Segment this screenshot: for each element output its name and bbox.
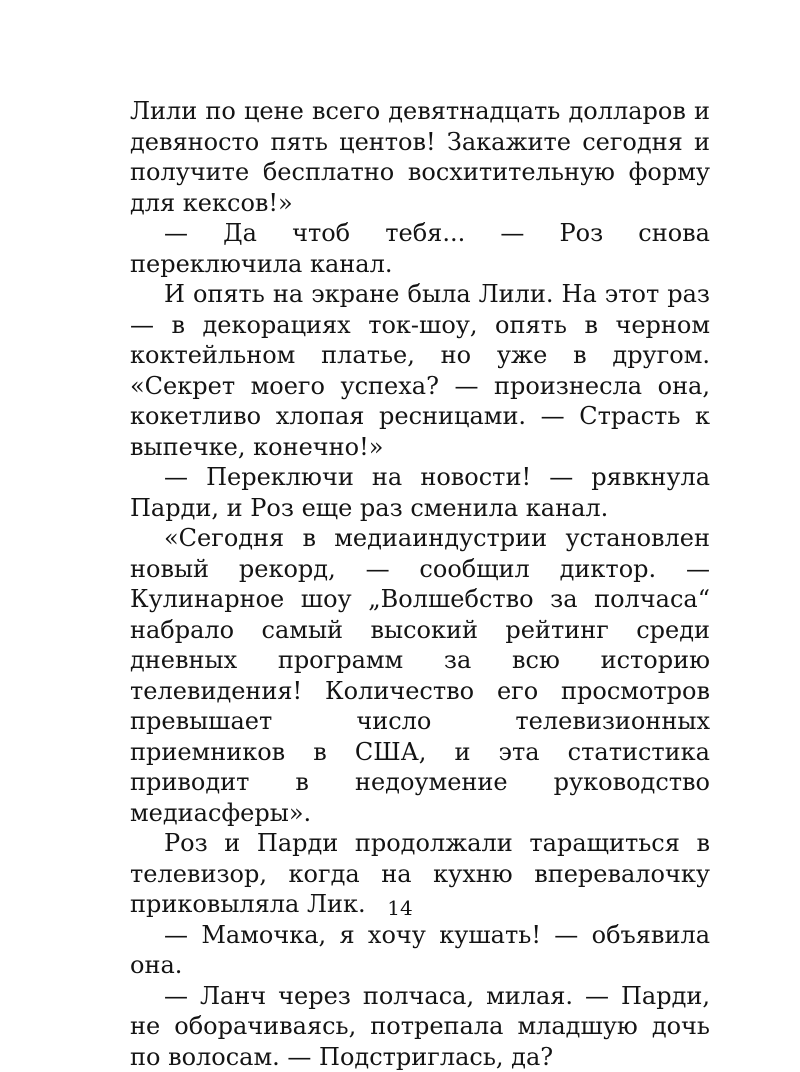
paragraph-3: И опять на экране была Лили. На этот раз — в декорациях ток-шоу, опять в черном коктейльном платье, но уже в другом. «Секрет моего успеха? — произнесла она, кокетливо хлопая ресницами. — Страсть к выпечке, конечно!» [130,279,710,462]
paragraph-5: «Сегодня в медиаиндустрии установлен новый рекорд, — сообщил диктор. — Кулинарное шоу „Волшебство за полчаса“ набрало самый высокий рейтинг среди дневных программ за всю историю телевидения! Количество его просмотров превышает число телевизионных приемников в США, и эта статистика приводит в недоумение руководство медиасферы». [130,523,710,828]
paragraph-1: Лили по цене всего девятнадцать долларов и девяносто пять центов! Закажите сегодня и получите бесплатно восхитительную форму для кексов!» [130,96,710,218]
page-text-block [130,96,710,1072]
paragraph-7: — Мамочка, я хочу кушать! — объявила она. [130,920,710,981]
paragraph-8: — Ланч через полчаса, милая. — Парди, не оборачиваясь, потрепала младшую дочь по волосам. — Подстриглась, да? [130,981,710,1072]
paragraph-2: — Да чтоб тебя... — Роз снова переключила канал. [130,218,710,279]
paragraph-4: — Переключи на новости! — рявкнула Парди, и Роз еще раз сменила канал. [130,462,710,523]
page-number: 14 [0,896,800,920]
paragraph-6: Роз и Парди продолжали таращиться в телевизор, когда на кухню вперевалочку приковыляла Лик. [130,828,710,920]
